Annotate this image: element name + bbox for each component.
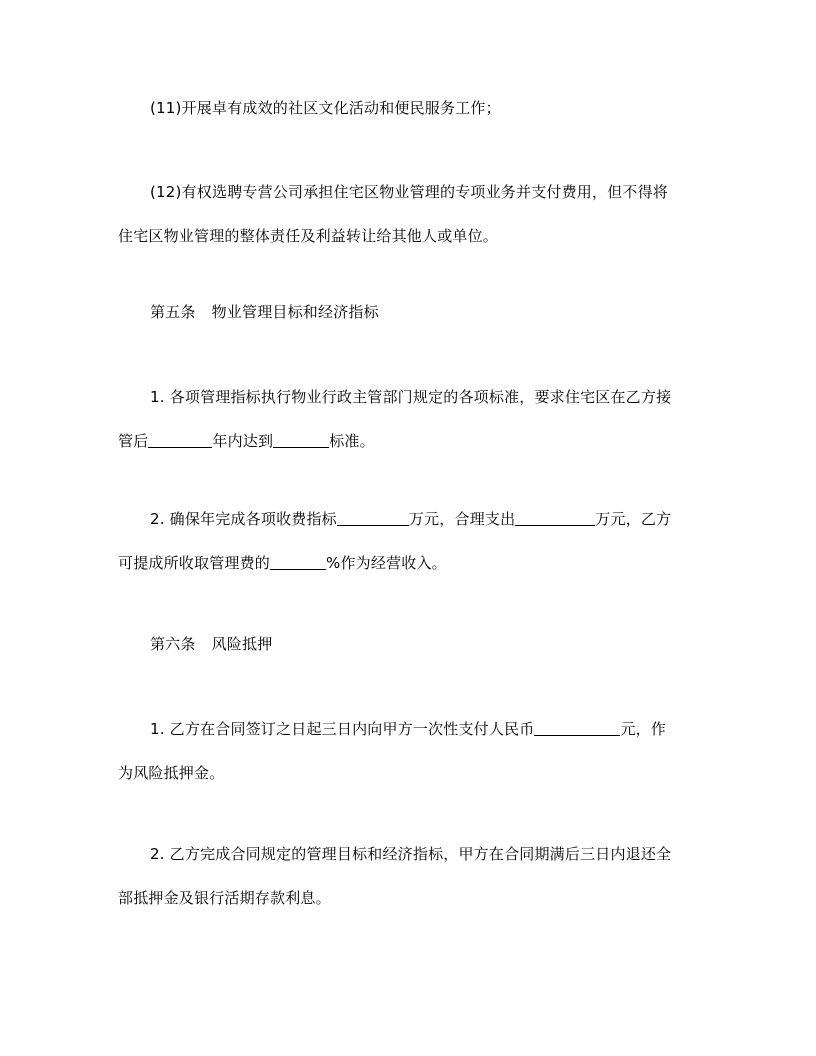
article-6-item-1-line-2: 为风险抵押金。 [118,764,225,782]
text-segment: 标准。 [329,432,375,450]
text-segment: 年内达到 [212,432,274,450]
text-segment: %作为经营收入。 [326,554,447,572]
clause-12-line-2: 住宅区物业管理的整体责任及利益转让给其他人或单位。 [118,227,499,245]
text-segment: 1. 乙方在合同签订之日起三日内向甲方一次性支付人民币 [150,720,535,738]
article-5-item-2 [118,497,698,585]
article-6-item-2-line-2: 部抵押金及银行活期存款利息。 [118,889,331,907]
blank-standard [273,431,329,448]
text-segment: 2. 确保年完成各项收费指标 [150,510,337,528]
clause-11-text: (11)开展卓有成效的社区文化活动和便民服务工作； [150,99,501,117]
blank-percentage [270,553,326,570]
blank-years [148,431,212,448]
blank-fee-target [337,509,409,526]
blank-expenditure [515,509,595,526]
article-5-number: 第五条 [150,303,196,321]
article-5-item-1 [118,375,698,463]
article-6-item-2 [118,832,698,920]
clause-12-line-1: (12)有权选聘专营公司承担住宅区物业管理的专项业务并支付费用，但不得将 [150,183,668,201]
article-5-item-2-line-2 [118,541,698,585]
article-5-item-2-line-1 [118,497,698,541]
clause-11 [118,86,698,130]
text-segment: 管后 [118,432,149,450]
article-6-item-2-line-1: 2. 乙方完成合同规定的管理目标和经济指标，甲方在合同期满后三日内退还全 [150,845,672,863]
blank-deposit-amount [534,719,620,736]
article-6-heading [118,622,698,666]
text-segment: 万元，乙方 [595,510,672,528]
article-5-heading [118,290,698,334]
text-segment: 万元，合理支出 [408,510,516,528]
article-5-item-1-line-1: 1. 各项管理指标执行物业行政主管部门规定的各项标准，要求住宅区在乙方接 [150,388,672,406]
article-5-title: 物业管理目标和经济指标 [211,303,379,321]
article-6-number: 第六条 [150,635,196,653]
clause-12 [118,170,698,258]
article-6-item-1-line-1 [118,707,698,751]
article-5-item-1-line-2 [118,419,698,463]
article-6-item-1 [118,707,698,795]
article-6-title: 风险抵押 [211,635,273,653]
text-segment: 元，作 [620,720,667,738]
text-segment: 可提成所收取管理费的 [118,554,271,572]
